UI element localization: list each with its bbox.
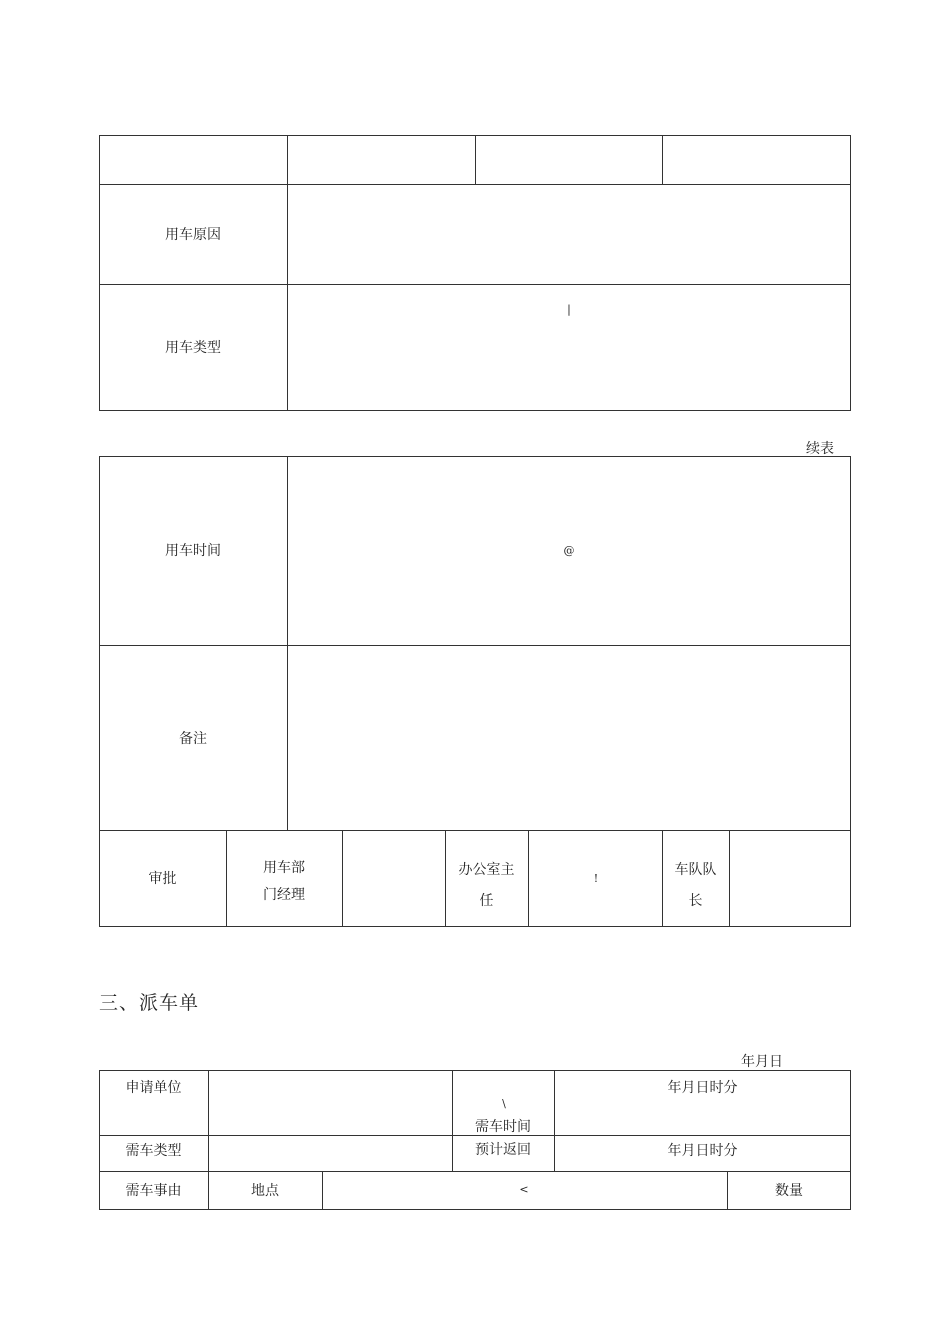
need-time-label: 需车时间 bbox=[475, 1119, 531, 1135]
notes-field[interactable] bbox=[288, 646, 850, 830]
quantity-label: 数量 bbox=[775, 1183, 803, 1199]
table1-col-divider bbox=[475, 135, 476, 184]
need-time-value[interactable]: 年月日时分 bbox=[667, 1080, 738, 1096]
need-reason-label: 需车事由 bbox=[125, 1183, 182, 1199]
applicant-unit-label: 申请单位 bbox=[125, 1080, 182, 1096]
applicant-unit-field[interactable] bbox=[209, 1071, 452, 1135]
fleet-captain-line1: 车队队 bbox=[674, 862, 717, 878]
backslash-mark: \ bbox=[502, 1097, 506, 1110]
fleet-captain-label bbox=[662, 855, 729, 917]
approval-label: 审批 bbox=[148, 871, 177, 887]
vehicle-type-need-field[interactable] bbox=[209, 1136, 452, 1171]
place-label: 地点 bbox=[251, 1183, 279, 1199]
office-director-line1: 办公室主 bbox=[458, 862, 515, 878]
place-mark: < bbox=[519, 1183, 529, 1196]
office-director-line2: 任 bbox=[479, 893, 494, 909]
reason-field[interactable] bbox=[288, 185, 850, 284]
section-title: 三、派车单 bbox=[99, 992, 200, 1014]
reason-label: 用车原因 bbox=[165, 227, 221, 243]
expected-return-value[interactable]: 年月日时分 bbox=[667, 1143, 738, 1159]
dept-manager-line1: 用车部 bbox=[263, 860, 305, 876]
vehicle-type-label: 用车类型 bbox=[165, 340, 221, 356]
approval-mark: ! bbox=[593, 872, 599, 885]
dispatch-date-header: 年月日 bbox=[741, 1054, 783, 1070]
usage-time-label: 用车时间 bbox=[165, 543, 221, 559]
office-director-label bbox=[445, 855, 528, 917]
usage-time-mark: @ bbox=[563, 544, 575, 557]
vehicle-type-need-label: 需车类型 bbox=[125, 1143, 182, 1159]
continued-label: 续表 bbox=[806, 441, 834, 457]
fleet-captain-signature-field[interactable] bbox=[730, 831, 850, 926]
notes-label: 备注 bbox=[179, 731, 207, 747]
fleet-captain-line2: 长 bbox=[688, 893, 703, 909]
dept-manager-signature-field[interactable] bbox=[343, 831, 445, 926]
expected-return-label: 预计返回 bbox=[475, 1142, 531, 1158]
dept-manager-line2: 门经理 bbox=[263, 887, 305, 903]
vehicle-type-mark: | bbox=[567, 303, 571, 316]
dept-manager-label bbox=[226, 855, 342, 909]
table1-col-divider bbox=[662, 135, 663, 184]
